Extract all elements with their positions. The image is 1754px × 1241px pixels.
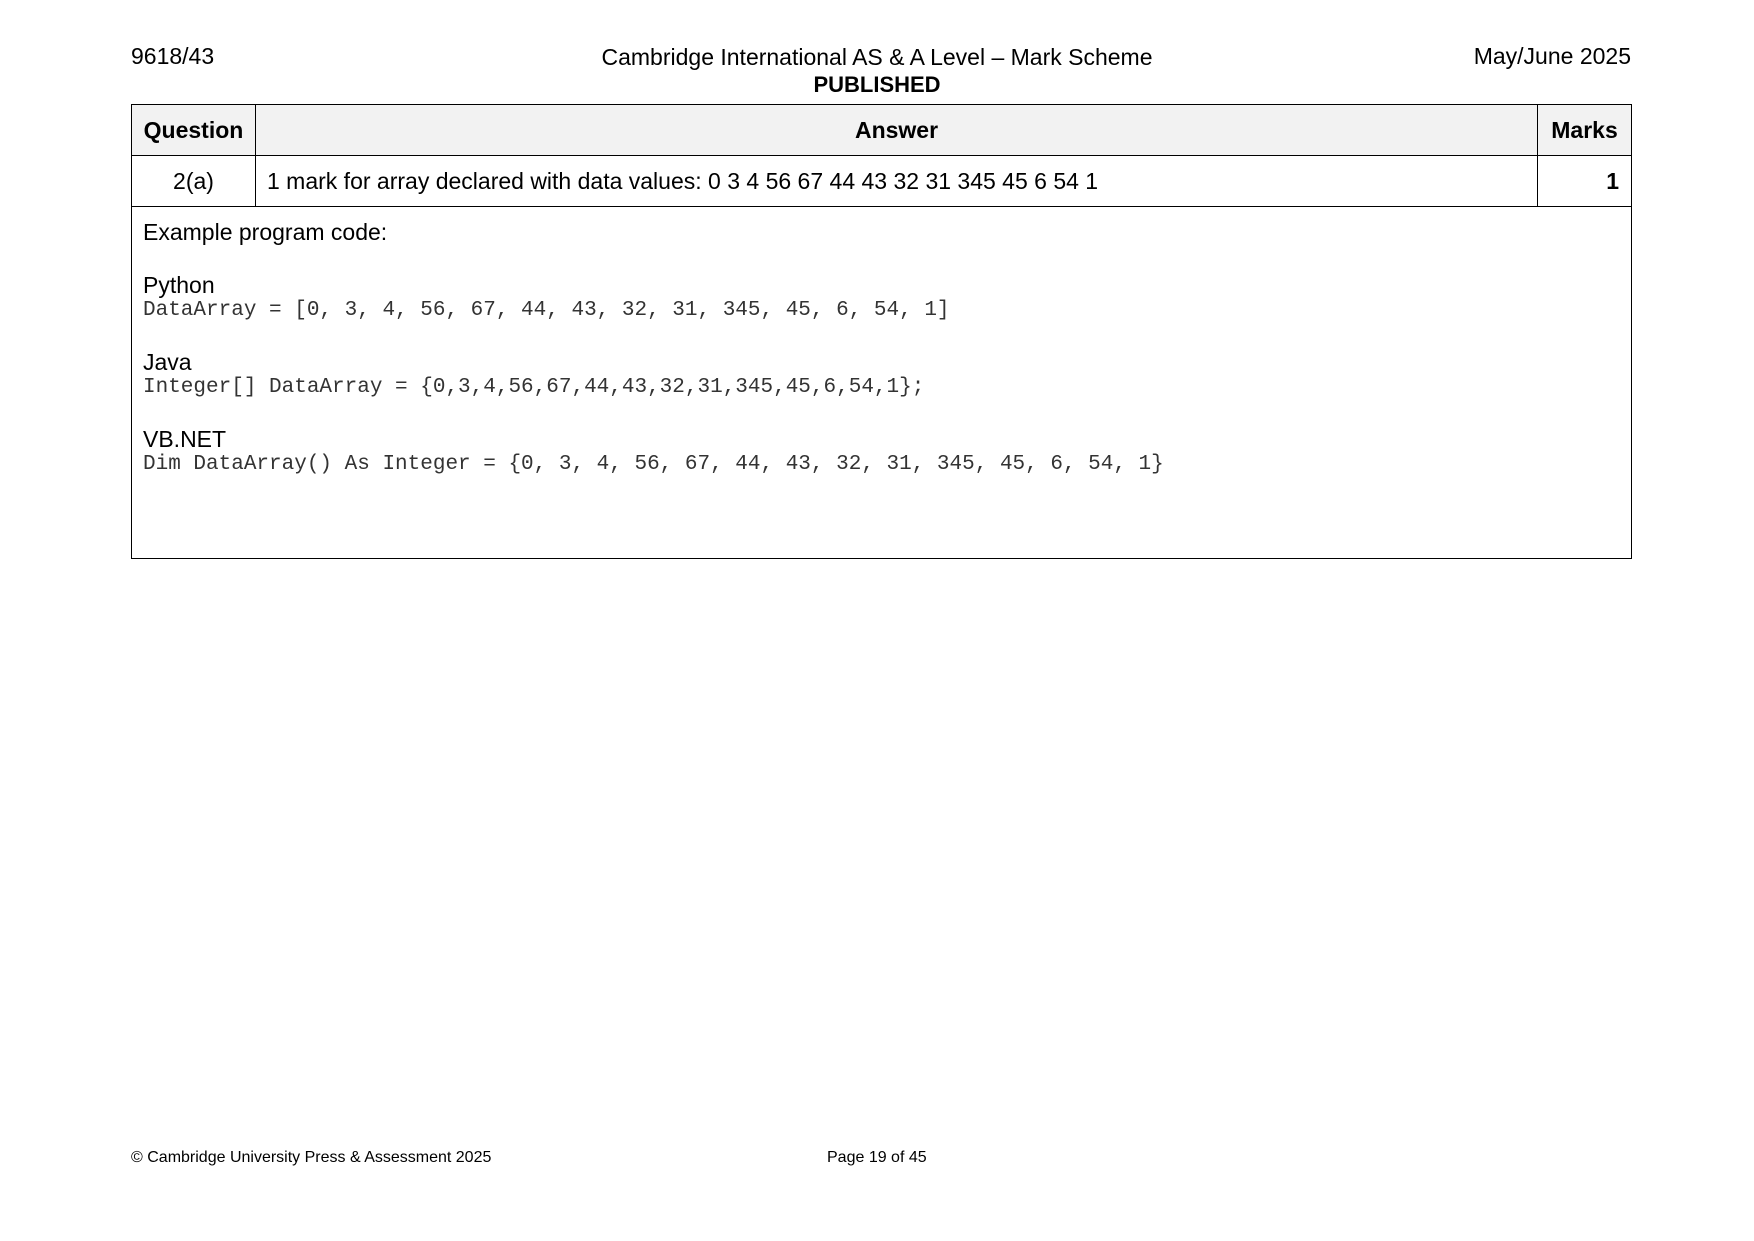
document-title: Cambridge International AS & A Level – Mark Scheme — [601, 44, 1153, 70]
example-code-row — [132, 207, 1632, 559]
vbnet-code: Dim DataArray() As Integer = {0, 3, 4, 56, 67, 44, 43, 32, 31, 345, 45, 6, 54, 1} — [143, 453, 1164, 476]
table-header-row — [132, 105, 1632, 156]
question-header: Question — [132, 105, 256, 156]
page-number: Page 19 of 45 — [827, 1149, 927, 1166]
table-row — [132, 156, 1632, 207]
python-code: DataArray = [0, 3, 4, 56, 67, 44, 43, 32, 31, 345, 45, 6, 54, 1] — [143, 299, 950, 322]
vbnet-label: VB.NET — [143, 426, 227, 452]
marks-value: 1 — [1538, 156, 1632, 207]
java-label: Java — [143, 349, 192, 375]
python-label: Python — [143, 272, 215, 298]
exam-session: May/June 2025 — [1473, 43, 1631, 69]
answer-header: Answer — [256, 105, 1538, 156]
example-code-cell — [132, 207, 1632, 559]
published-label: PUBLISHED — [813, 72, 941, 97]
java-code: Integer[] DataArray = {0,3,4,56,67,44,43,32,31,345,45,6,54,1}; — [143, 376, 925, 399]
mark-scheme-table — [131, 104, 1632, 559]
marks-header: Marks — [1538, 105, 1632, 156]
example-intro: Example program code: — [143, 219, 388, 245]
question-number: 2(a) — [132, 156, 256, 207]
answer-text: 1 mark for array declared with data values: 0 3 4 56 67 44 43 32 31 345 45 6 54 1 — [256, 156, 1538, 207]
paper-code: 9618/43 — [131, 43, 215, 69]
copyright-notice: © Cambridge University Press & Assessment 2025 — [131, 1149, 492, 1166]
